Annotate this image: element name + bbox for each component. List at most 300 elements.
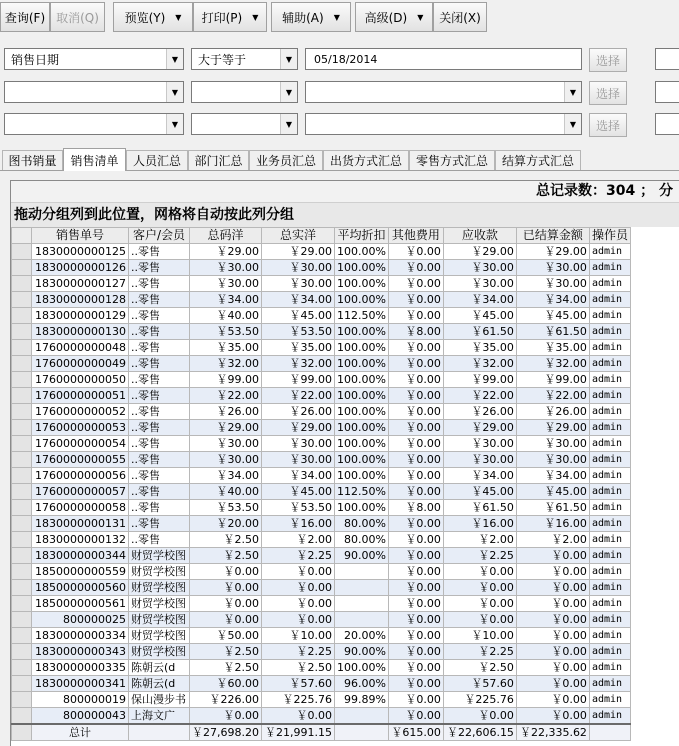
print-label: 打印(P) bbox=[201, 10, 243, 25]
table-cell: ￥30.00 bbox=[516, 436, 589, 452]
row-indicator[interactable] bbox=[12, 404, 32, 420]
total-cell bbox=[334, 724, 388, 741]
column-header[interactable]: 应收款 bbox=[443, 228, 516, 244]
table-cell: 1760000000058 bbox=[32, 500, 129, 516]
table-cell: 保山漫步书 bbox=[129, 692, 190, 708]
table-cell: admin bbox=[589, 340, 630, 356]
table-cell: admin bbox=[589, 276, 630, 292]
sales-grid bbox=[11, 227, 631, 741]
row-indicator[interactable] bbox=[12, 660, 32, 676]
tab-salesperson-summary[interactable]: 业务员汇总 bbox=[249, 150, 323, 170]
table-row[interactable] bbox=[12, 548, 631, 564]
row-indicator[interactable] bbox=[12, 564, 32, 580]
table-row[interactable] bbox=[12, 564, 631, 580]
report-tabs bbox=[0, 148, 679, 171]
row-indicator[interactable] bbox=[12, 356, 32, 372]
table-cell: ￥99.00 bbox=[443, 372, 516, 388]
table-cell: ..零售 bbox=[129, 292, 190, 308]
table-cell: ￥20.00 bbox=[190, 516, 262, 532]
table-cell: ..零售 bbox=[129, 276, 190, 292]
table-cell: ￥30.00 bbox=[261, 436, 334, 452]
filter-field-select-2[interactable] bbox=[4, 81, 184, 103]
table-row[interactable] bbox=[12, 292, 631, 308]
table-row[interactable] bbox=[12, 612, 631, 628]
filter-operator-select-3[interactable] bbox=[191, 113, 298, 135]
tab-sales-list[interactable]: 销售清单 bbox=[63, 148, 126, 171]
total-label: 总计 bbox=[32, 724, 129, 741]
table-cell: ￥0.00 bbox=[261, 596, 334, 612]
table-cell: ￥40.00 bbox=[190, 308, 262, 324]
table-cell: ..零售 bbox=[129, 404, 190, 420]
table-cell: 财贸学校图 bbox=[129, 564, 190, 580]
table-cell: 100.00% bbox=[334, 324, 388, 340]
table-cell: 100.00% bbox=[334, 420, 388, 436]
total-cell: ￥22,606.15 bbox=[443, 724, 516, 741]
row-indicator[interactable] bbox=[12, 532, 32, 548]
table-cell: ￥0.00 bbox=[388, 260, 443, 276]
table-row[interactable] bbox=[12, 404, 631, 420]
filter-extra-input-2[interactable] bbox=[655, 81, 679, 103]
row-indicator[interactable] bbox=[12, 484, 32, 500]
table-row[interactable] bbox=[12, 276, 631, 292]
table-row[interactable] bbox=[12, 484, 631, 500]
table-cell: ￥0.00 bbox=[388, 676, 443, 692]
table-cell: ￥10.00 bbox=[443, 628, 516, 644]
table-cell: 1830000000132 bbox=[32, 532, 129, 548]
table-cell: ￥0.00 bbox=[388, 612, 443, 628]
filter-row-1 bbox=[0, 48, 679, 74]
table-cell: ￥34.00 bbox=[516, 468, 589, 484]
preview-button[interactable] bbox=[113, 2, 193, 32]
table-cell: ..零售 bbox=[129, 516, 190, 532]
table-cell: ￥16.00 bbox=[443, 516, 516, 532]
table-cell: ￥30.00 bbox=[443, 260, 516, 276]
table-cell: 1830000000341 bbox=[32, 676, 129, 692]
table-row[interactable] bbox=[12, 692, 631, 708]
row-indicator[interactable] bbox=[12, 692, 32, 708]
table-row[interactable] bbox=[12, 356, 631, 372]
tab-retail-summary[interactable]: 零售方式汇总 bbox=[409, 150, 495, 170]
table-row[interactable] bbox=[12, 580, 631, 596]
table-cell: ￥26.00 bbox=[261, 404, 334, 420]
table-cell: ￥30.00 bbox=[443, 436, 516, 452]
table-cell: ￥30.00 bbox=[261, 260, 334, 276]
table-cell: 800000043 bbox=[32, 708, 129, 725]
table-row[interactable] bbox=[12, 660, 631, 676]
table-cell: ￥0.00 bbox=[443, 564, 516, 580]
table-cell: ￥0.00 bbox=[388, 660, 443, 676]
row-indicator-header bbox=[12, 228, 32, 244]
table-cell: ￥29.00 bbox=[516, 420, 589, 436]
table-cell: 1830000000344 bbox=[32, 548, 129, 564]
table-cell: 100.00% bbox=[334, 436, 388, 452]
tab-department-summary[interactable]: 部门汇总 bbox=[188, 150, 249, 170]
table-cell: 90.00% bbox=[334, 548, 388, 564]
column-header[interactable]: 总实洋 bbox=[261, 228, 334, 244]
table-cell: ￥2.50 bbox=[190, 532, 262, 548]
table-cell: 100.00% bbox=[334, 292, 388, 308]
table-cell: ￥0.00 bbox=[388, 436, 443, 452]
row-indicator[interactable] bbox=[12, 548, 32, 564]
table-cell: ￥99.00 bbox=[190, 372, 262, 388]
table-row[interactable] bbox=[12, 468, 631, 484]
select-button-2[interactable]: 选择 bbox=[589, 81, 627, 105]
table-cell: admin bbox=[589, 532, 630, 548]
column-header[interactable]: 总码洋 bbox=[190, 228, 262, 244]
table-cell: admin bbox=[589, 388, 630, 404]
table-cell: admin bbox=[589, 436, 630, 452]
row-indicator[interactable] bbox=[12, 420, 32, 436]
row-indicator[interactable] bbox=[12, 452, 32, 468]
table-cell: ￥32.00 bbox=[443, 356, 516, 372]
row-indicator[interactable] bbox=[12, 596, 32, 612]
table-cell: 100.00% bbox=[334, 500, 388, 516]
table-cell: admin bbox=[589, 356, 630, 372]
table-cell bbox=[334, 596, 388, 612]
select-button-3[interactable]: 选择 bbox=[589, 113, 627, 137]
table-cell: 1830000000130 bbox=[32, 324, 129, 340]
total-cell bbox=[129, 724, 190, 741]
table-cell: ￥0.00 bbox=[388, 420, 443, 436]
table-cell: admin bbox=[589, 660, 630, 676]
table-cell: ￥40.00 bbox=[190, 484, 262, 500]
table-cell: admin bbox=[589, 244, 630, 260]
table-cell: ￥34.00 bbox=[443, 292, 516, 308]
row-indicator[interactable] bbox=[12, 292, 32, 308]
table-cell: ￥10.00 bbox=[261, 628, 334, 644]
table-cell: ￥2.00 bbox=[516, 532, 589, 548]
table-cell: ￥45.00 bbox=[443, 308, 516, 324]
table-cell: ￥35.00 bbox=[443, 340, 516, 356]
table-cell: 100.00% bbox=[334, 660, 388, 676]
table-cell: ￥29.00 bbox=[443, 244, 516, 260]
filter-field-select-1[interactable] bbox=[4, 48, 184, 70]
table-cell: 1760000000048 bbox=[32, 340, 129, 356]
filter-operator-select-1[interactable] bbox=[191, 48, 298, 70]
column-header[interactable]: 操作员 bbox=[589, 228, 630, 244]
advanced-label: 高级(D) bbox=[364, 10, 408, 25]
table-cell: ￥32.00 bbox=[190, 356, 262, 372]
table-cell: 陈朝云(d bbox=[129, 660, 190, 676]
row-indicator[interactable] bbox=[12, 516, 32, 532]
row-indicator[interactable] bbox=[12, 580, 32, 596]
row-indicator[interactable] bbox=[12, 436, 32, 452]
table-cell: admin bbox=[589, 404, 630, 420]
table-cell: ￥53.50 bbox=[261, 500, 334, 516]
chevron-down-icon[interactable]: ▼ bbox=[564, 82, 581, 102]
row-indicator[interactable] bbox=[12, 468, 32, 484]
table-cell: admin bbox=[589, 596, 630, 612]
table-cell: ￥45.00 bbox=[516, 308, 589, 324]
table-cell: ..零售 bbox=[129, 244, 190, 260]
table-cell: ￥16.00 bbox=[516, 516, 589, 532]
row-indicator[interactable] bbox=[12, 612, 32, 628]
table-cell: ￥29.00 bbox=[261, 244, 334, 260]
table-row[interactable] bbox=[12, 420, 631, 436]
table-cell: admin bbox=[589, 372, 630, 388]
table-row[interactable] bbox=[12, 596, 631, 612]
table-cell: ￥34.00 bbox=[261, 468, 334, 484]
table-cell: 100.00% bbox=[334, 260, 388, 276]
column-header[interactable]: 已结算金额 bbox=[516, 228, 589, 244]
table-cell: 1830000000131 bbox=[32, 516, 129, 532]
table-cell: admin bbox=[589, 580, 630, 596]
chevron-down-icon[interactable]: ▼ bbox=[166, 114, 183, 134]
table-cell: 财贸学校图 bbox=[129, 628, 190, 644]
table-cell: 100.00% bbox=[334, 388, 388, 404]
table-cell: ￥0.00 bbox=[388, 580, 443, 596]
close-button[interactable]: 关闭(X) bbox=[433, 2, 487, 32]
tab-staff-summary[interactable]: 人员汇总 bbox=[126, 150, 188, 170]
table-cell: ￥8.00 bbox=[388, 500, 443, 516]
table-row[interactable] bbox=[12, 644, 631, 660]
table-cell: ￥30.00 bbox=[190, 276, 262, 292]
filter-operator-value: 大于等于 bbox=[198, 52, 247, 67]
table-cell: ￥2.00 bbox=[443, 532, 516, 548]
table-cell: ￥60.00 bbox=[190, 676, 262, 692]
advanced-button[interactable] bbox=[355, 2, 433, 32]
table-cell: 1760000000049 bbox=[32, 356, 129, 372]
row-indicator[interactable] bbox=[12, 388, 32, 404]
chevron-down-icon[interactable]: ▼ bbox=[280, 82, 297, 102]
table-cell: ..零售 bbox=[129, 468, 190, 484]
total-cell: ￥615.00 bbox=[388, 724, 443, 741]
table-cell: 1850000000561 bbox=[32, 596, 129, 612]
tab-settlement-summary[interactable]: 结算方式汇总 bbox=[495, 150, 581, 170]
filter-value-select-2[interactable] bbox=[305, 81, 582, 103]
table-cell: ￥22.00 bbox=[190, 388, 262, 404]
table-cell: ￥0.00 bbox=[190, 580, 262, 596]
table-cell: admin bbox=[589, 452, 630, 468]
table-cell: ￥0.00 bbox=[388, 356, 443, 372]
table-cell: ￥0.00 bbox=[516, 596, 589, 612]
assist-button[interactable] bbox=[271, 2, 351, 32]
table-cell: ..零售 bbox=[129, 500, 190, 516]
row-indicator[interactable] bbox=[12, 244, 32, 260]
table-cell: ￥0.00 bbox=[388, 308, 443, 324]
filter-value-select-3[interactable] bbox=[305, 113, 582, 135]
total-cell: ￥27,698.20 bbox=[190, 724, 262, 741]
filter-field-select-3[interactable] bbox=[4, 113, 184, 135]
table-cell: admin bbox=[589, 548, 630, 564]
table-cell: admin bbox=[589, 500, 630, 516]
table-row[interactable] bbox=[12, 324, 631, 340]
table-cell: 上海文广 bbox=[129, 708, 190, 725]
table-cell: ￥8.00 bbox=[388, 324, 443, 340]
row-indicator bbox=[12, 724, 32, 741]
table-cell: 1830000000125 bbox=[32, 244, 129, 260]
filter-operator-select-2[interactable] bbox=[191, 81, 298, 103]
table-row[interactable] bbox=[12, 676, 631, 692]
table-cell: admin bbox=[589, 420, 630, 436]
print-button[interactable] bbox=[193, 2, 267, 32]
table-cell: ￥0.00 bbox=[190, 612, 262, 628]
table-row[interactable] bbox=[12, 244, 631, 260]
filter-extra-input-3[interactable] bbox=[655, 113, 679, 135]
row-indicator[interactable] bbox=[12, 340, 32, 356]
table-cell: ￥26.00 bbox=[516, 404, 589, 420]
table-cell: 100.00% bbox=[334, 340, 388, 356]
record-count-text: 总记录数：304 ； 分 bbox=[536, 183, 673, 199]
table-cell: ￥29.00 bbox=[190, 244, 262, 260]
table-cell: 800000025 bbox=[32, 612, 129, 628]
column-header[interactable]: 其他费用 bbox=[388, 228, 443, 244]
table-cell: ￥30.00 bbox=[190, 260, 262, 276]
table-cell: 财贸学校图 bbox=[129, 548, 190, 564]
table-cell: ￥26.00 bbox=[443, 404, 516, 420]
table-row[interactable] bbox=[12, 628, 631, 644]
table-cell: ￥30.00 bbox=[190, 452, 262, 468]
query-button[interactable]: 查询(F) bbox=[0, 2, 50, 32]
table-cell: ￥0.00 bbox=[388, 708, 443, 725]
table-cell: admin bbox=[589, 564, 630, 580]
column-header[interactable]: 平均折扣 bbox=[334, 228, 388, 244]
table-cell: ￥0.00 bbox=[261, 580, 334, 596]
table-cell: 100.00% bbox=[334, 276, 388, 292]
group-by-drop-area[interactable]: 拖动分组列到此位置，网格将自动按此列分组 bbox=[11, 203, 679, 227]
table-row[interactable] bbox=[12, 436, 631, 452]
column-header[interactable]: 客户/会员 bbox=[129, 228, 190, 244]
cancel-button[interactable]: 取消(Q) bbox=[50, 2, 105, 32]
table-cell: admin bbox=[589, 612, 630, 628]
table-cell: ￥2.00 bbox=[261, 532, 334, 548]
column-header[interactable]: 销售单号 bbox=[32, 228, 129, 244]
table-cell: 96.00% bbox=[334, 676, 388, 692]
table-cell: ￥0.00 bbox=[388, 452, 443, 468]
table-cell: 1830000000343 bbox=[32, 644, 129, 660]
total-cell bbox=[589, 724, 630, 741]
table-cell: ￥0.00 bbox=[261, 564, 334, 580]
grid-total-row bbox=[12, 724, 631, 741]
filter-extra-input-1[interactable] bbox=[655, 48, 679, 70]
row-indicator[interactable] bbox=[12, 260, 32, 276]
row-indicator[interactable] bbox=[12, 628, 32, 644]
tab-book-sales[interactable]: 图书销量 bbox=[2, 150, 63, 170]
table-cell: ￥22.00 bbox=[261, 388, 334, 404]
table-cell: ￥53.50 bbox=[190, 500, 262, 516]
table-row[interactable] bbox=[12, 260, 631, 276]
chevron-down-icon[interactable]: ▼ bbox=[280, 49, 297, 69]
table-cell: ￥0.00 bbox=[261, 708, 334, 725]
table-row[interactable] bbox=[12, 708, 631, 725]
table-cell: ￥0.00 bbox=[388, 692, 443, 708]
table-cell: 1760000000052 bbox=[32, 404, 129, 420]
table-cell: 100.00% bbox=[334, 356, 388, 372]
table-cell: ￥50.00 bbox=[190, 628, 262, 644]
table-cell: admin bbox=[589, 708, 630, 725]
chevron-down-icon[interactable]: ▼ bbox=[280, 114, 297, 134]
table-cell: 1760000000050 bbox=[32, 372, 129, 388]
chevron-down-icon: ▼ bbox=[333, 12, 340, 22]
table-cell: ￥22.00 bbox=[516, 388, 589, 404]
table-cell: 1830000000128 bbox=[32, 292, 129, 308]
tab-shipping-summary[interactable]: 出货方式汇总 bbox=[323, 150, 409, 170]
table-row[interactable] bbox=[12, 532, 631, 548]
table-cell: ..零售 bbox=[129, 372, 190, 388]
table-cell: 100.00% bbox=[334, 372, 388, 388]
table-cell: 1760000000057 bbox=[32, 484, 129, 500]
table-cell: ￥0.00 bbox=[516, 580, 589, 596]
row-indicator[interactable] bbox=[12, 644, 32, 660]
table-cell: ￥35.00 bbox=[516, 340, 589, 356]
table-cell: ￥99.00 bbox=[261, 372, 334, 388]
table-cell: ￥0.00 bbox=[190, 596, 262, 612]
table-cell: admin bbox=[589, 644, 630, 660]
table-row[interactable] bbox=[12, 308, 631, 324]
table-cell: admin bbox=[589, 260, 630, 276]
row-indicator[interactable] bbox=[12, 308, 32, 324]
table-cell: ￥99.00 bbox=[516, 372, 589, 388]
chevron-down-icon[interactable]: ▼ bbox=[166, 49, 183, 69]
filter-row-3 bbox=[0, 113, 679, 139]
table-cell: ￥0.00 bbox=[190, 564, 262, 580]
filter-value-input-1[interactable]: 05/18/2014 bbox=[305, 48, 582, 70]
table-row[interactable] bbox=[12, 452, 631, 468]
table-cell: ￥0.00 bbox=[261, 612, 334, 628]
table-cell: ￥34.00 bbox=[516, 292, 589, 308]
table-cell: ..零售 bbox=[129, 452, 190, 468]
table-cell: ￥30.00 bbox=[261, 452, 334, 468]
row-indicator[interactable] bbox=[12, 676, 32, 692]
table-cell: ￥61.50 bbox=[443, 324, 516, 340]
chevron-down-icon[interactable]: ▼ bbox=[564, 114, 581, 134]
table-cell: ￥29.00 bbox=[443, 420, 516, 436]
table-row[interactable] bbox=[12, 500, 631, 516]
table-row[interactable] bbox=[12, 388, 631, 404]
table-row[interactable] bbox=[12, 340, 631, 356]
table-cell: ..零售 bbox=[129, 420, 190, 436]
row-indicator[interactable] bbox=[12, 276, 32, 292]
toolbar bbox=[0, 0, 679, 34]
table-cell: ￥45.00 bbox=[516, 484, 589, 500]
table-cell: 1830000000126 bbox=[32, 260, 129, 276]
row-indicator[interactable] bbox=[12, 372, 32, 388]
table-cell: ￥2.25 bbox=[443, 644, 516, 660]
row-indicator[interactable] bbox=[12, 500, 32, 516]
table-cell: ￥0.00 bbox=[516, 564, 589, 580]
table-cell: ￥0.00 bbox=[443, 612, 516, 628]
table-cell: ..零售 bbox=[129, 436, 190, 452]
chevron-down-icon[interactable]: ▼ bbox=[166, 82, 183, 102]
sales-list-panel bbox=[10, 180, 679, 746]
table-row[interactable] bbox=[12, 516, 631, 532]
table-cell: ..零售 bbox=[129, 388, 190, 404]
grid-body bbox=[12, 244, 631, 725]
grid-empty-area bbox=[623, 227, 679, 746]
table-cell: ￥30.00 bbox=[516, 260, 589, 276]
table-cell bbox=[334, 580, 388, 596]
table-row[interactable] bbox=[12, 372, 631, 388]
table-cell: 100.00% bbox=[334, 404, 388, 420]
select-button-1[interactable]: 选择 bbox=[589, 48, 627, 72]
table-cell: ..零售 bbox=[129, 324, 190, 340]
table-cell: ￥34.00 bbox=[190, 292, 262, 308]
table-cell: ￥0.00 bbox=[443, 708, 516, 725]
chevron-down-icon: ▼ bbox=[252, 12, 259, 22]
table-cell: ￥61.50 bbox=[516, 324, 589, 340]
table-cell: admin bbox=[589, 516, 630, 532]
table-cell: 1830000000129 bbox=[32, 308, 129, 324]
row-indicator[interactable] bbox=[12, 708, 32, 725]
table-cell: 1760000000056 bbox=[32, 468, 129, 484]
table-cell: 1760000000053 bbox=[32, 420, 129, 436]
record-count-summary bbox=[11, 181, 679, 203]
table-cell: ￥0.00 bbox=[388, 516, 443, 532]
table-cell: 1760000000055 bbox=[32, 452, 129, 468]
table-cell: admin bbox=[589, 628, 630, 644]
table-cell: ￥26.00 bbox=[190, 404, 262, 420]
row-indicator[interactable] bbox=[12, 324, 32, 340]
